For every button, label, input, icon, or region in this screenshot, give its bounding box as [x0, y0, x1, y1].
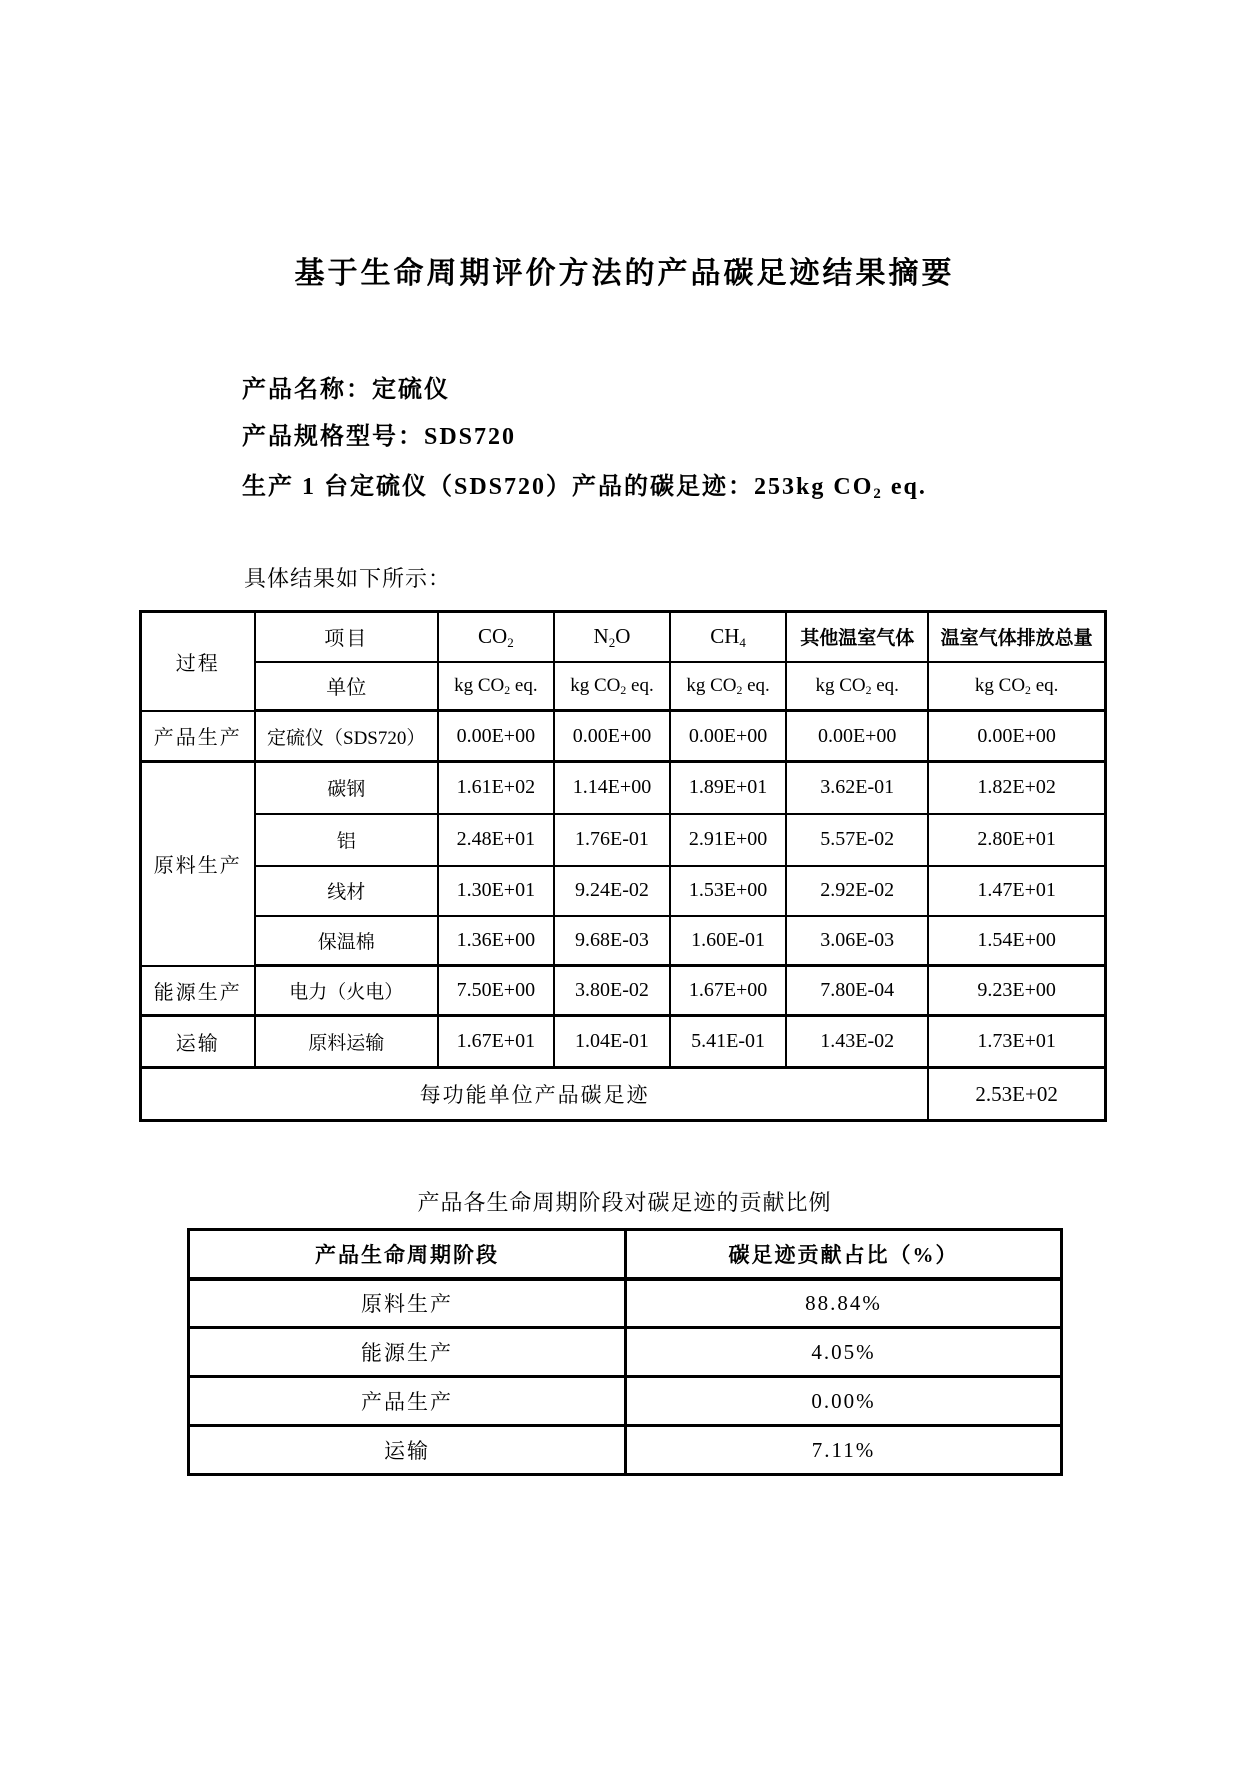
unit-post: eq.: [510, 674, 538, 696]
stage-cell: 产品生产: [189, 1377, 626, 1426]
item-cell: 铝: [255, 814, 438, 866]
item-cell: 电力（火电）: [255, 966, 438, 1016]
footer-label-cell: 每功能单位产品碳足迹: [141, 1068, 929, 1121]
unit-pre: kg CO: [974, 674, 1026, 696]
detail-intro-line: 具体结果如下所示：: [244, 566, 452, 591]
unit-cell: [438, 662, 554, 711]
value-cell: 7.80E-04: [786, 966, 928, 1016]
unit-cell: [554, 662, 670, 711]
value-cell: 1.89E+01: [670, 762, 786, 814]
table-row: [141, 814, 1106, 866]
value-cell: 1.73E+01: [928, 1016, 1105, 1068]
carbon-footprint-line-sub: 2: [873, 485, 883, 502]
unit-pre: kg CO: [815, 674, 866, 696]
contrib-header-row: [189, 1230, 1062, 1279]
stage-cell: 运输: [189, 1426, 626, 1475]
item-cell: 线材: [255, 866, 438, 916]
value-cell: 2.48E+01: [438, 814, 554, 866]
unit-post: eq.: [626, 674, 654, 696]
value-cell: 5.57E-02: [786, 814, 928, 866]
item-cell: 保温棉: [255, 916, 438, 966]
percent-cell: 4.05%: [626, 1328, 1062, 1377]
product-name-line: 产品名称：定硫仪: [242, 377, 450, 403]
table-row: [141, 966, 1106, 1016]
value-cell: 9.23E+00: [928, 966, 1105, 1016]
contrib-header-stage: 产品生命周期阶段: [189, 1230, 626, 1279]
value-cell: 3.80E-02: [554, 966, 670, 1016]
item-cell: 定硫仪（SDS720）: [255, 711, 438, 762]
unit-sub: 2: [620, 683, 627, 697]
contribution-table: [187, 1228, 1063, 1476]
unit-label-cell: 单位: [255, 662, 438, 711]
value-cell: 7.50E+00: [438, 966, 554, 1016]
header-n2o-sub: 2: [608, 634, 616, 650]
value-cell: 1.82E+02: [928, 762, 1105, 814]
unit-post: eq.: [742, 674, 770, 696]
unit-cell: [928, 662, 1105, 711]
header-process: 过程: [141, 612, 255, 711]
unit-sub: 2: [1025, 683, 1031, 697]
unit-cell: [786, 662, 928, 711]
unit-pre: kg CO: [686, 674, 737, 696]
table-row: [189, 1377, 1062, 1426]
header-ch4-sub: 4: [739, 634, 746, 650]
value-cell: 0.00E+00: [554, 711, 670, 762]
header-n2o: [554, 612, 670, 662]
percent-cell: 0.00%: [626, 1377, 1062, 1426]
page-title: 基于生命周期评价方法的产品碳足迹结果摘要: [294, 257, 955, 290]
header-n2o-post: O: [615, 624, 631, 649]
value-cell: 1.76E-01: [554, 814, 670, 866]
footer-value-cell: 2.53E+02: [928, 1068, 1105, 1121]
value-cell: 5.41E-01: [670, 1016, 786, 1068]
unit-sub: 2: [736, 683, 743, 697]
unit-pre: kg CO: [570, 674, 621, 696]
stage-cell: 原料生产: [189, 1279, 626, 1328]
value-cell: 2.91E+00: [670, 814, 786, 866]
contrib-header-percent: 碳足迹贡献占比（%）: [626, 1230, 1062, 1279]
value-cell: 0.00E+00: [438, 711, 554, 762]
header-other-gas: 其他温室气体: [786, 612, 928, 662]
value-cell: 1.47E+01: [928, 866, 1105, 916]
table-row: [189, 1279, 1062, 1328]
unit-row: [141, 662, 1106, 711]
value-cell: 9.68E-03: [554, 916, 670, 966]
value-cell: 1.60E-01: [670, 916, 786, 966]
value-cell: 1.30E+01: [438, 866, 554, 916]
percent-cell: 88.84%: [626, 1279, 1062, 1328]
value-cell: 1.53E+00: [670, 866, 786, 916]
header-co2-sub: 2: [507, 634, 514, 650]
value-cell: 0.00E+00: [786, 711, 928, 762]
header-total: 温室气体排放总量: [928, 612, 1105, 662]
unit-post: eq.: [1030, 674, 1059, 696]
results-table: [139, 610, 1107, 1122]
carbon-footprint-line-pre: 生产 1 台定硫仪（SDS720）产品的碳足迹：253kg CO: [242, 474, 874, 500]
value-cell: 1.61E+02: [438, 762, 554, 814]
product-model-line: 产品规格型号：SDS720: [242, 424, 517, 450]
unit-post: eq.: [871, 674, 899, 696]
process-cell: 原料生产: [141, 762, 255, 966]
header-ch4-base: CH: [710, 624, 740, 649]
unit-sub: 2: [865, 683, 872, 697]
stage-cell: 能源生产: [189, 1328, 626, 1377]
unit-sub: 2: [504, 683, 511, 697]
value-cell: 0.00E+00: [928, 711, 1105, 762]
table-row: [141, 762, 1106, 814]
value-cell: 9.24E-02: [554, 866, 670, 916]
process-cell: 运输: [141, 1016, 255, 1068]
value-cell: 1.04E-01: [554, 1016, 670, 1068]
value-cell: 1.14E+00: [554, 762, 670, 814]
process-cell: 产品生产: [141, 711, 255, 762]
header-ch4: [670, 612, 786, 662]
table-row: [189, 1328, 1062, 1377]
process-cell: 能源生产: [141, 966, 255, 1016]
value-cell: 1.43E-02: [786, 1016, 928, 1068]
header-co2-base: CO: [478, 624, 508, 649]
contribution-table-title: 产品各生命周期阶段对碳足迹的贡献比例: [417, 1190, 832, 1215]
table-row: [141, 1016, 1106, 1068]
value-cell: 2.80E+01: [928, 814, 1105, 866]
value-cell: 3.62E-01: [786, 762, 928, 814]
value-cell: 1.67E+01: [438, 1016, 554, 1068]
header-item: 项目: [255, 612, 438, 662]
unit-cell: [670, 662, 786, 711]
table-row: [141, 916, 1106, 966]
item-cell: 碳钢: [255, 762, 438, 814]
item-cell: 原料运输: [255, 1016, 438, 1068]
footer-row: [141, 1068, 1106, 1121]
carbon-footprint-line-post: eq.: [882, 474, 927, 500]
value-cell: 1.54E+00: [928, 916, 1105, 966]
unit-pre: kg CO: [454, 674, 505, 696]
percent-cell: 7.11%: [626, 1426, 1062, 1475]
table-row: [189, 1426, 1062, 1475]
value-cell: 3.06E-03: [786, 916, 928, 966]
value-cell: 2.92E-02: [786, 866, 928, 916]
value-cell: 1.36E+00: [438, 916, 554, 966]
value-cell: 1.67E+00: [670, 966, 786, 1016]
header-row-1: [141, 612, 1106, 662]
header-co2: [438, 612, 554, 662]
carbon-footprint-line: [242, 466, 927, 501]
table-row: [141, 866, 1106, 916]
header-n2o-base: N: [593, 624, 609, 649]
table-row: [141, 711, 1106, 762]
value-cell: 0.00E+00: [670, 711, 786, 762]
